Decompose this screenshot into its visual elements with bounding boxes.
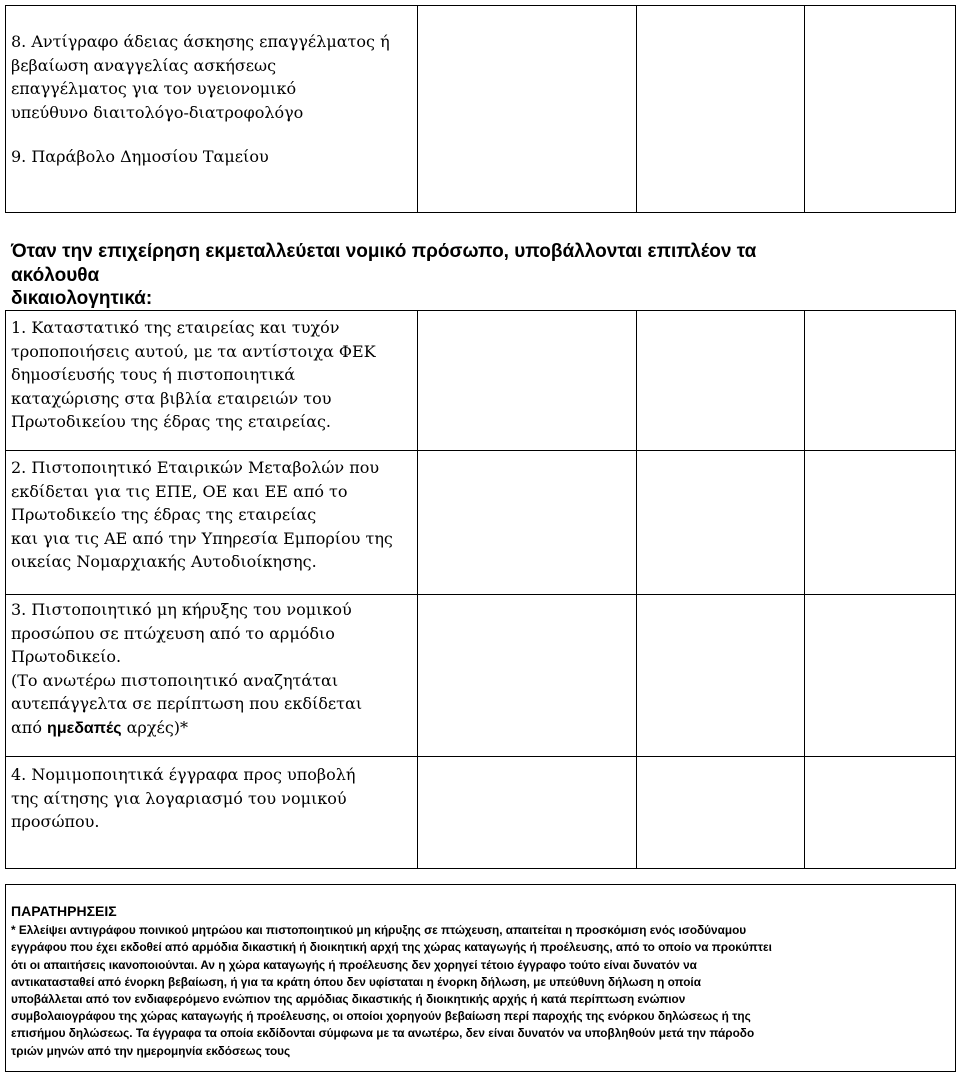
heading-line: Όταν την επιχείρηση εκμεταλλεύεται νομικό πρόσωπο, υποβάλλονται επιπλέον τα: [11, 241, 757, 262]
heading-line: δικαιολογητικά:: [11, 288, 153, 309]
item-3-line-last: [11, 716, 406, 741]
top-table-border-right: [955, 5, 956, 212]
item-3-line: Πρωτοδικείο.: [11, 647, 122, 666]
item-4-line: προσώπου.: [11, 812, 100, 831]
item-9-text: [11, 145, 406, 169]
item-3-line: αυτεπάγγελτα σε περίπτωση που εκδίδεται: [11, 694, 363, 713]
table-border-bottom: [5, 868, 956, 869]
top-table-border-bottom: [5, 212, 956, 213]
item-8-line: 8. Αντίγραφο άδειας άσκησης επαγγέλματος ή: [11, 32, 390, 51]
legal-entity-heading: [11, 240, 951, 311]
row-divider-2: [5, 594, 956, 595]
item-2-line: εκδίδεται για τις ΕΠΕ, ΟΕ και ΕΕ από το: [11, 481, 348, 501]
item-2-line: και για τις ΑΕ από την Υπηρεσία Εμπορίου της: [11, 528, 393, 548]
item-2-line: Πρωτοδικείο της έδρας της εταιρείας: [11, 505, 317, 524]
item-3-prefix: από: [11, 717, 48, 737]
notes-line: συμβολαιογράφου της χώρας καταγωγής ή προέλευσης, οι οποίοι χορηγούν βεβαίωση περί παροχής της ενόρκου δηλώσεως ή της: [11, 1009, 751, 1024]
notes-border-bottom: [5, 1071, 956, 1072]
notes-border-top: [5, 884, 956, 885]
heading-line: ακόλουθα: [11, 264, 100, 286]
table-border-left: [5, 310, 6, 868]
item-8-line: υπεύθυνο διαιτολόγο-διατροφολόγο: [11, 102, 304, 122]
item-1-line: Πρωτοδικείου της έδρας της εταιρείας.: [11, 412, 331, 431]
table-border-top: [5, 310, 956, 311]
notes-line: τριών μηνών από την ημερομηνία εκδόσεως τους: [11, 1043, 291, 1058]
item-3-line: (Το ανωτέρω πιστοποιητικό αναζητάται: [11, 670, 339, 690]
item-4-text: [11, 763, 406, 834]
item-4-line: της αίτησης για λογαριασμό του νομικού: [11, 788, 347, 808]
table-border-right: [955, 310, 956, 868]
notes-line: * Ελλείψει αντιγράφου ποινικού μητρώου και πιστοποιητικού μη κήρυξης σε πτώχευση, απαιτείται η προσκόμιση ενός ισοδύναμου: [11, 923, 747, 938]
top-table-col-divider-3: [804, 5, 805, 212]
item-1-text: [11, 316, 406, 434]
notes-line: αντικατασταθεί από ένορκη βεβαίωση, ή για τα κράτη όπου δεν υφίσταται η ένορκη δήλωση, με υπεύθυνη δήλωση η οποία: [11, 974, 701, 989]
table-col-divider-3: [804, 310, 805, 868]
item-3-suffix: αρχές)*: [121, 717, 189, 737]
item-8-line: επαγγέλματος για τον υγειονομικό: [11, 79, 297, 98]
notes-border-right: [955, 884, 956, 1071]
notes-line: υποβάλλεται από τον ενδιαφερόμενο ενώπιον της αρμόδιας δικαστικής ή διοικητικής αρχής ή κατά περίπτωση ενώπιον: [11, 992, 686, 1007]
notes-line: ότι οι απαιτήσεις ικανοποιούνται. Αν η χώρα καταγωγής ή προέλευσης δεν χορηγεί τέτοιο έγγραφο τούτο είναι δυνατόν να: [11, 957, 697, 972]
row-divider-1: [5, 450, 956, 451]
item-2-line: οικείας Νομαρχιακής Αυτοδιοίκησης.: [11, 552, 317, 571]
item-2-line: 2. Πιστοποιητικό Εταιρικών Μεταβολών που: [11, 458, 380, 477]
item-8-text: [11, 30, 406, 124]
item-2-text: [11, 456, 406, 574]
top-table-col-divider-2: [636, 5, 637, 212]
item-3-text: [11, 598, 406, 740]
item-9-line: 9. Παράβολο Δημοσίου Ταμείου: [11, 147, 269, 166]
table-col-divider-1: [417, 310, 418, 868]
item-3-bold-word: ημεδαπές: [47, 719, 122, 737]
top-table-border-top: [5, 5, 955, 6]
table-col-divider-2: [636, 310, 637, 868]
top-table-border-left: [5, 5, 6, 212]
notes-line: επισήμου δηλώσεως. Τα έγγραφα τα οποία εκδίδονται σύμφωνα με τα ανωτέρω, δεν είναι δυνατόν να υποβληθούν μετά την πάροδο: [11, 1026, 755, 1041]
item-8-line: βεβαίωση αναγγελίας ασκήσεως: [11, 55, 277, 75]
item-1-line: καταχώρισης στα βιβλία εταιρειών του: [11, 388, 332, 408]
item-1-line: τροποποιήσεις αυτού, με τα αντίστοιχα ΦΕΚ: [11, 341, 376, 361]
item-4-line: 4. Νομιμοποιητικά έγγραφα προς υποβολή: [11, 765, 356, 784]
notes-title: ΠΑΡΑΤΗΡΗΣΕΙΣ: [11, 903, 117, 919]
notes-section: [11, 903, 951, 1060]
item-1-line: 1. Καταστατικό της εταιρείας και τυχόν: [11, 318, 340, 337]
row-divider-3: [5, 756, 956, 757]
notes-line: εγγράφου που έχει εκδοθεί από αρμόδια δικαστική ή διοικητική αρχή της χώρας καταγωγής ή προέλευσης, από το οποίο να προκύπτει: [11, 940, 772, 955]
item-1-line: δημοσίευσής τους ή πιστοποιητικά: [11, 365, 296, 384]
item-3-line: προσώπου σε πτώχευση από το αρμόδιο: [11, 623, 335, 643]
notes-border-left: [5, 884, 6, 1071]
item-3-line: 3. Πιστοποιητικό μη κήρυξης του νομικού: [11, 600, 352, 619]
top-table-col-divider-1: [417, 5, 418, 212]
